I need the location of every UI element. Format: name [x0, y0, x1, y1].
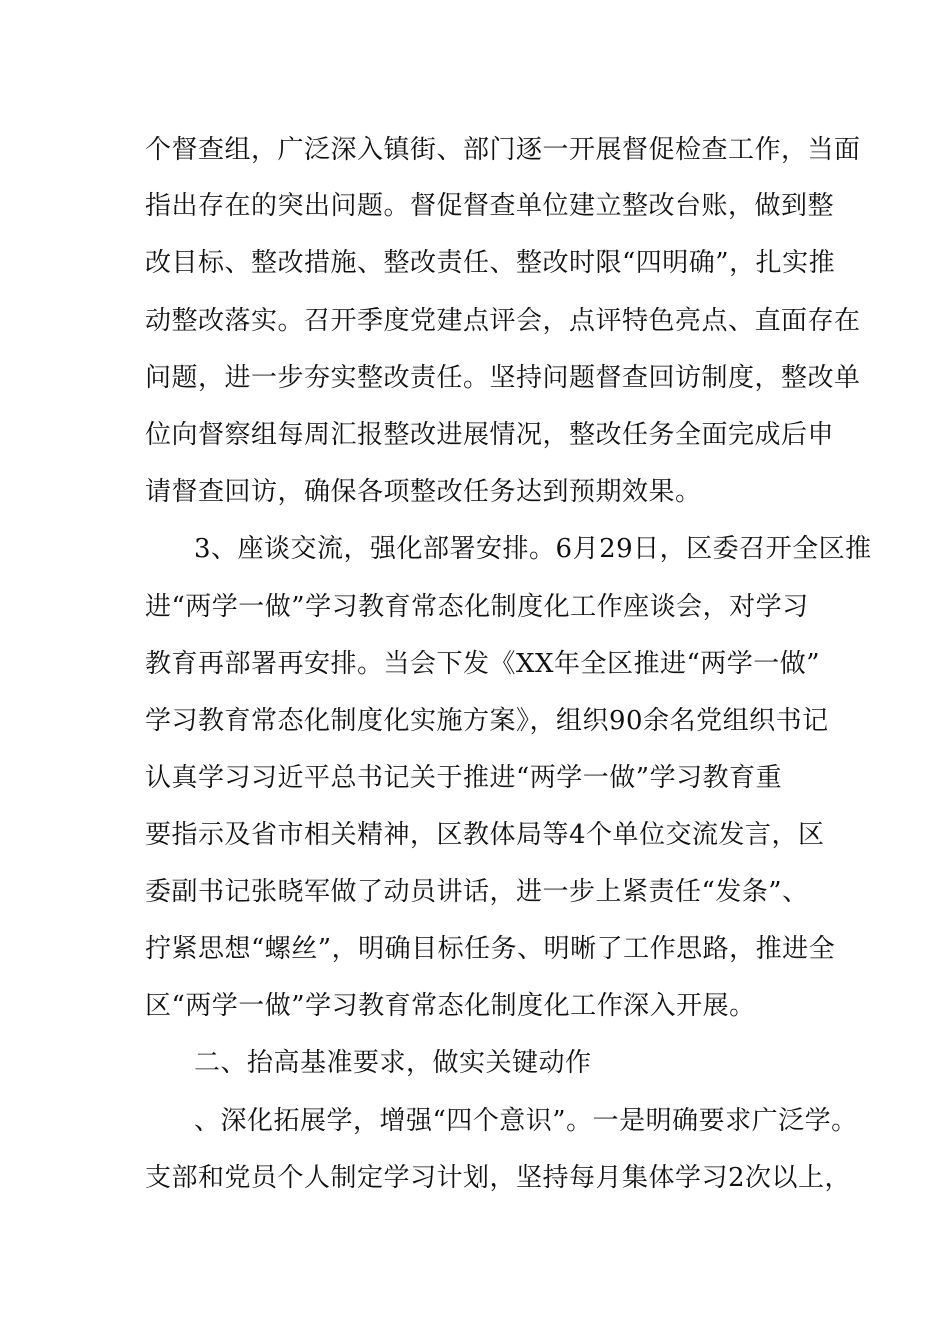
text-line: 动整改落实。召开季度党建点评会，点评特色亮点、直面存在 — [145, 306, 861, 336]
text-line: 拧紧思想“螺丝”，明确目标任务、明晰了工作思路，推进全 — [145, 934, 836, 964]
text-line: 个督查组，广泛深入镇街、部门逐一开展督促检查工作，当面 — [145, 135, 861, 165]
text-line: 要指示及省市相关精神，区教体局等4个单位交流发言，区 — [145, 820, 825, 850]
text-line: 学习教育常态化制度化实施方案》，组织90余名党组织书记 — [145, 706, 829, 736]
section-heading: 二、抬高基准要求，做实关键动作 — [194, 1048, 592, 1078]
paragraph-first-line: 3、座谈交流，强化部署安排。6月29日，区委召开全区推 — [194, 534, 872, 564]
text-line: 区“两学一做”学习教育常态化制度化工作深入开展。 — [145, 991, 756, 1021]
text-line: 改目标、整改措施、整改责任、整改时限“四明确”，扎实推 — [145, 248, 836, 278]
text-line: 指出存在的突出问题。督促督查单位建立整改台账，做到整 — [145, 191, 835, 221]
text-line: 教育再部署再安排。当会下发《XX年全区推进“两学一做” — [145, 649, 821, 679]
text-line: 支部和党员个人制定学习计划，坚持每月集体学习2次以上， — [145, 1163, 852, 1193]
paragraph-first-line: 、深化拓展学，增强“四个意识”。一是明确要求广泛学。 — [194, 1106, 858, 1136]
text-line: 委副书记张晓军做了动员讲话，进一步上紧责任“发条”、 — [145, 877, 809, 907]
text-line: 进“两学一做”学习教育常态化制度化工作座谈会，对学习 — [145, 592, 809, 622]
text-line: 请督查回访，确保各项整改任务达到预期效果。 — [145, 477, 702, 507]
text-line: 位向督察组每周汇报整改进展情况，整改任务全面完成后申 — [145, 420, 835, 450]
text-line: 问题，进一步夯实整改责任。坚持问题督查回访制度，整改单 — [145, 363, 861, 393]
text-line: 认真学习习近平总书记关于推进“两学一做”学习教育重 — [145, 763, 783, 793]
